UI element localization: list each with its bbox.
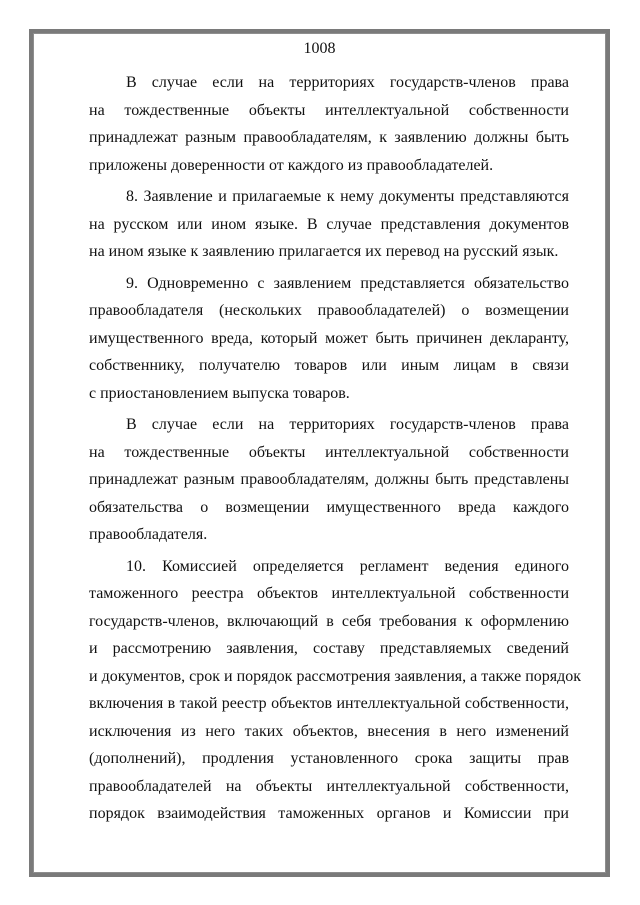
paragraph-line: правообладателей на объекты интеллектуальной собственности, xyxy=(89,777,569,795)
paragraph-line: на тождественные объекты интеллектуальной собственности xyxy=(89,101,569,119)
paragraph-line: 10. Комиссией определяется регламент ведения единого xyxy=(126,557,569,575)
paragraph-line: 9. Одновременно с заявлением представляется обязательство xyxy=(126,274,569,292)
paragraph-line: и документов, срок и порядок рассмотрения заявления, а также порядок xyxy=(89,667,582,685)
paragraph-line: собственнику, получателю товаров или иным лицам в связи xyxy=(89,357,569,374)
page-number: 1008 xyxy=(303,40,336,57)
paragraph-line: (дополнений), продления установленного срока защиты прав xyxy=(89,750,569,767)
paragraph-line: государств-членов, включающий в себя требования к оформлению xyxy=(89,612,569,630)
paragraph-line: исключения из него таких объектов, внесения в него изменений xyxy=(89,722,569,740)
document-body xyxy=(89,69,582,828)
paragraph-line: таможенного реестра объектов интеллектуальной собственности xyxy=(89,585,569,602)
paragraph-line: обязательства о возмещении имущественного вреда каждого xyxy=(89,498,569,516)
paragraph-line: приложены доверенности от каждого из правообладателей. xyxy=(89,156,494,174)
paragraph-line: на русском или ином языке. В случае представления документов xyxy=(89,215,569,233)
paragraph-line: имущественного вреда, который может быть причинен декларанту, xyxy=(89,329,569,347)
paragraph-line: и рассмотрению заявления, составу представляемых сведений xyxy=(89,640,569,657)
paragraph-line: на ином языке к заявлению прилагается их перевод на русский язык. xyxy=(89,243,559,260)
paragraph-line: принадлежат разным правообладателям, к заявлению должны быть xyxy=(89,129,569,146)
paragraph-line: В случае если на территориях государств-членов права xyxy=(126,74,569,91)
paragraph-line: включения в такой реестр объектов интеллектуальной собственности, xyxy=(89,695,569,712)
document-page xyxy=(33,33,606,873)
paragraph-line: на тождественные объекты интеллектуальной собственности xyxy=(89,443,569,461)
paragraph-line: правообладателя (нескольких правообладателей) о возмещении xyxy=(89,302,569,319)
paragraph-line: 8. Заявление и прилагаемые к нему документы представляются xyxy=(126,188,569,205)
paragraph-line: принадлежат разным правообладателям, должны быть представлены xyxy=(89,471,569,488)
paragraph-line: порядок взаимодействия таможенных органов и Комиссии при xyxy=(89,805,569,822)
paragraph-line: В случае если на территориях государств-членов права xyxy=(126,416,569,433)
paragraph-line: с приостановлением выпуска товаров. xyxy=(89,384,350,402)
paragraph-line: правообладателя. xyxy=(89,526,208,543)
